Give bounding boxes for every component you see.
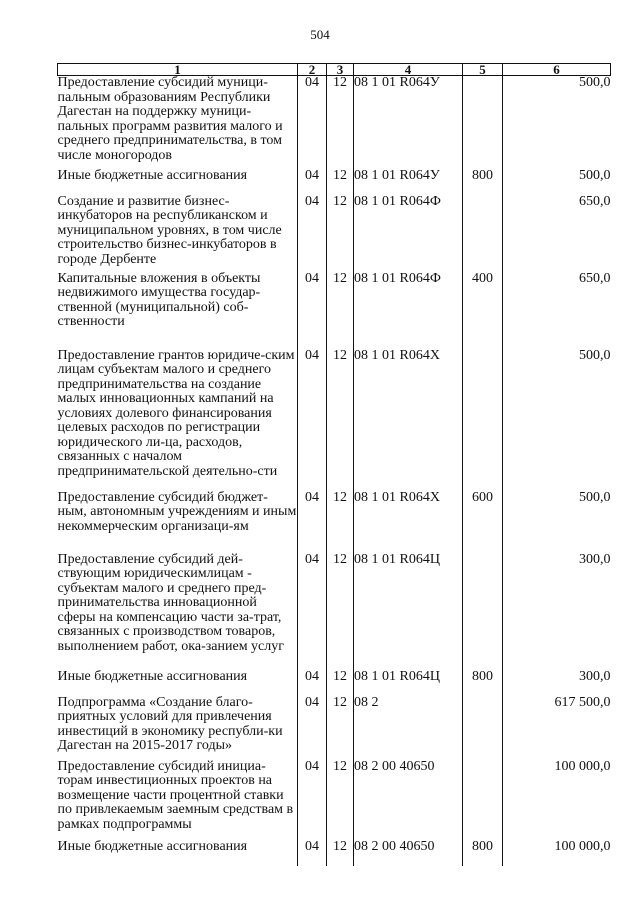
header-col-6: 6 (503, 64, 611, 76)
row-section: 04 (298, 76, 327, 169)
row-expense-type: 600 (463, 491, 503, 553)
row-name: Иные бюджетные ассигнования (58, 169, 298, 195)
row-subsection: 12 (327, 696, 354, 760)
table-row (58, 760, 611, 840)
row-target-code: 08 1 01 R064У (354, 169, 463, 195)
row-amount: 500,0 (503, 76, 611, 169)
header-col-5: 5 (463, 64, 503, 76)
row-name: Предоставление субсидий бюджет-ным, автономным учреждениям и иным некоммерческим организаци-ям (58, 491, 298, 553)
row-section: 04 (298, 670, 327, 696)
row-amount: 650,0 (503, 272, 611, 349)
header-col-2: 2 (298, 64, 327, 76)
table-row (58, 349, 611, 491)
page-number: 504 (310, 27, 330, 42)
row-target-code: 08 2 (354, 696, 463, 760)
row-name: Предоставление субсидий дей-ствующим юридическимлицам - субъектам малого и среднего пред-принимательства инновационной сферы на компенсацию части за-трат, связанных с производством товаров, выполнением работ, ока-занием услуг (58, 553, 298, 670)
row-section: 04 (298, 349, 327, 491)
row-expense-type: 800 (463, 670, 503, 696)
row-expense-type (463, 760, 503, 840)
row-amount: 300,0 (503, 670, 611, 696)
row-name: Иные бюджетные ассигнования (58, 670, 298, 696)
row-name: Иные бюджетные ассигнования (58, 840, 298, 866)
row-subsection: 12 (327, 840, 354, 866)
table-row (58, 670, 611, 696)
row-name: Капитальные вложения в объекты недвижимого имущества государ-ственной (муниципальной) соб-ственности (58, 272, 298, 349)
row-target-code: 08 2 00 40650 (354, 840, 463, 866)
row-expense-type (463, 696, 503, 760)
row-amount: 300,0 (503, 553, 611, 670)
row-amount: 500,0 (503, 491, 611, 553)
row-name: Подпрограмма «Создание благо-приятных условий для привлечения инвестиций в экономику республи-ки Дагестан на 2015-2017 годы» (58, 696, 298, 760)
row-subsection: 12 (327, 76, 354, 169)
row-section: 04 (298, 491, 327, 553)
header-col-3: 3 (327, 64, 354, 76)
row-amount: 100 000,0 (503, 760, 611, 840)
row-target-code: 08 1 01 R064Ц (354, 670, 463, 696)
row-section: 04 (298, 696, 327, 760)
header-row (58, 64, 611, 76)
row-subsection: 12 (327, 760, 354, 840)
row-expense-type: 800 (463, 169, 503, 195)
row-expense-type: 400 (463, 272, 503, 349)
row-subsection: 12 (327, 491, 354, 553)
header-col-4: 4 (354, 64, 463, 76)
row-expense-type (463, 349, 503, 491)
table-row (58, 840, 611, 866)
row-expense-type: 800 (463, 840, 503, 866)
table-row (58, 76, 611, 169)
row-expense-type (463, 553, 503, 670)
row-amount: 500,0 (503, 349, 611, 491)
row-subsection: 12 (327, 349, 354, 491)
row-amount: 617 500,0 (503, 696, 611, 760)
row-subsection: 12 (327, 553, 354, 670)
row-target-code: 08 1 01 R064Ф (354, 272, 463, 349)
row-expense-type (463, 195, 503, 272)
table-row (58, 195, 611, 272)
table-row (58, 169, 611, 195)
row-subsection: 12 (327, 195, 354, 272)
row-expense-type (463, 76, 503, 169)
row-name: Предоставление субсидий муници-пальным образованиям Республики Дагестан на поддержку муници-пальных программ развития малого и среднего предпринимательства, в том числе моногородов (58, 76, 298, 169)
row-target-code: 08 1 01 R064У (354, 76, 463, 169)
row-subsection: 12 (327, 670, 354, 696)
budget-table (57, 63, 611, 866)
row-section: 04 (298, 169, 327, 195)
table-row (58, 696, 611, 760)
table-row (58, 553, 611, 670)
table-header (58, 64, 611, 76)
row-section: 04 (298, 840, 327, 866)
row-subsection: 12 (327, 272, 354, 349)
row-amount: 100 000,0 (503, 840, 611, 866)
table-body (58, 76, 611, 866)
row-section: 04 (298, 760, 327, 840)
row-section: 04 (298, 553, 327, 670)
row-target-code: 08 1 01 R064Х (354, 491, 463, 553)
header-col-1: 1 (58, 64, 298, 76)
table-row (58, 272, 611, 349)
row-name: Предоставление субсидий инициа-торам инвестиционных проектов на возмещение части процентной ставки по привлекаемым заемным средствам в рамках подпрограммы (58, 760, 298, 840)
row-target-code: 08 1 01 R064Ф (354, 195, 463, 272)
row-section: 04 (298, 195, 327, 272)
row-name: Создание и развитие бизнес-инкубаторов на республиканском и муниципальном уровнях, в том числе строительство бизнес-инкубаторов в городе Дербенте (58, 195, 298, 272)
row-target-code: 08 2 00 40650 (354, 760, 463, 840)
table-row (58, 491, 611, 553)
row-subsection: 12 (327, 169, 354, 195)
row-amount: 500,0 (503, 169, 611, 195)
row-section: 04 (298, 272, 327, 349)
row-target-code: 08 1 01 R064Ц (354, 553, 463, 670)
row-amount: 650,0 (503, 195, 611, 272)
row-target-code: 08 1 01 R064Х (354, 349, 463, 491)
row-name: Предоставление грантов юридиче-ским лицам субъектам малого и среднего предпринимательства на создание малых инновационных кампаний на условиях долевого финансирования целевых расходов по регистрации юридического ли-ца, расходов, связанных с началом предпринимательской деятельно-сти (58, 349, 298, 491)
